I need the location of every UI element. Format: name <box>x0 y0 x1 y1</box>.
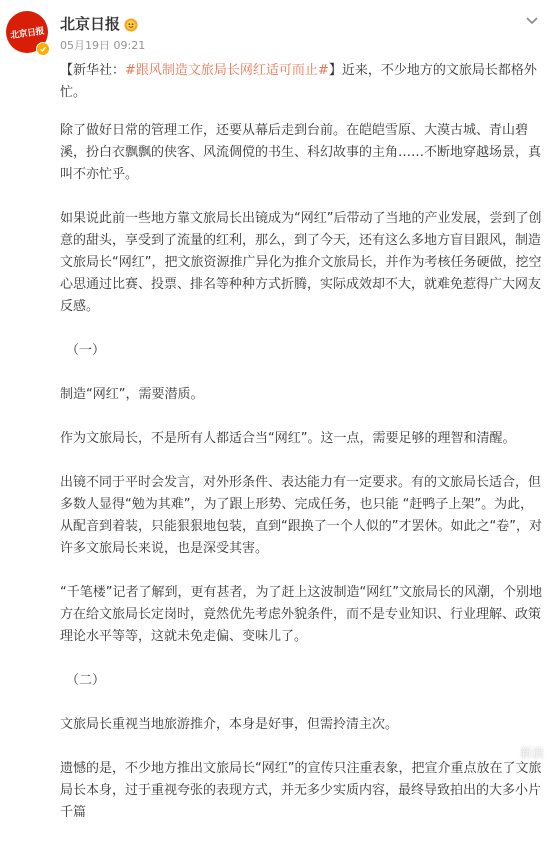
post-lead <box>60 60 542 104</box>
watermark: 新浪 <box>519 746 544 760</box>
paragraph: 遗憾的是，不少地方推出文旅局长“网红”的宣传只注重表象，把宣介重点放在了文旅局长本身，过于重视夸张的表现方式，并无多少实质内容，最终导致拍出的大多小片千篇 <box>60 761 542 820</box>
paragraph: 制造“网红”，需要潜质。 <box>60 387 204 402</box>
paragraph: 出镜不同于平时会发言，对外形条件、表达能力有一定要求。有的文旅局长适合，但多数人显得“勉为其难”，为了跟上形势、完成任务，也只能 “赶鸭子上架”。为此，从配音到着装，只能狠狠地包装，直到“跟换了一个人似的”才罢休。如此之“卷”，对许多文旅局长来说，也是深受其害。 <box>60 475 542 556</box>
vip-badge-icon[interactable] <box>124 17 138 31</box>
paragraph: “千笔楼”记者了解到，更有甚者，为了赶上这波制造“网红”文旅局长的风潮，个别地方在给文旅局长定岗时，竟然优先考虑外貌条件，而不是专业知识、行业理解、政策理论水平等等，这就未免走偏、变味儿了。 <box>60 585 542 644</box>
post-header <box>0 0 550 58</box>
post-content <box>60 60 542 846</box>
lead-close: 】近来，不少地方的文旅局长都格外忙。 <box>60 63 537 100</box>
paragraph: 如果说此前一些地方靠文旅局长出镜成为“网红”后带动了当地的产业发展，尝到了创意的甜头，享受到了流量的红利，那么，到了今天，还有这么多地方盲目跟风，制造文旅局长“网红”，把文旅资源推广异化为推介文旅局长，并作为考核任务硬做，挖空心思通过比赛、投票、排名等种种方式折腾，实际成效却不大，就难免惹得广大网友反感。 <box>60 211 542 314</box>
chevron-down-icon[interactable] <box>522 13 542 27</box>
paragraph: 作为文旅局长，不是所有人都适合当“网红”。这一点，需要足够的理智和清醒。 <box>60 431 516 446</box>
paragraph: 除了做好日常的管理工作，还要从幕后走到台前。在皑皑雪原、大漠古城、青山碧溪，扮白衣飘飘的侠客、风流倜傥的书生、科幻故事的主角……不断地穿越场景，真叫不亦忙乎。 <box>60 123 542 182</box>
account-name[interactable]: 北京日报 <box>60 15 121 33</box>
avatar-logo-text: 北京日报 <box>9 26 45 41</box>
post-timestamp[interactable]: 05月19日 09:21 <box>60 39 146 52</box>
section-heading: （二） <box>66 673 106 688</box>
lead-open: 【新华社： <box>60 63 126 78</box>
hashtag-link[interactable]: #跟风制造文旅局长网红适可而止# <box>125 63 329 78</box>
verified-icon <box>36 42 50 56</box>
paragraph: 文旅局长重视当地旅游推介，本身是好事，但需拎清主次。 <box>60 717 399 732</box>
section-heading: （一） <box>66 343 106 358</box>
